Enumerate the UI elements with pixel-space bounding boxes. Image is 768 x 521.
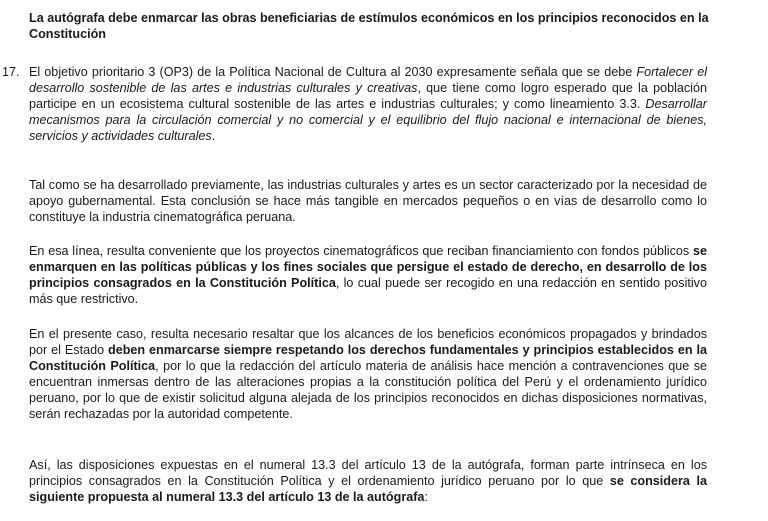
paragraph-number: 17. (2, 65, 20, 79)
paragraph-presente-caso (29, 327, 707, 422)
paragraph-industrias (29, 178, 707, 226)
paragraph-disposiciones (29, 458, 707, 506)
bold-segment: se considera la siguiente propuesta al numeral 13.3 del artículo 13 de la autógrafa (29, 473, 707, 504)
paragraph-proyectos (29, 244, 707, 308)
text-segment: . (211, 128, 216, 143)
italic-segment: Fortalecer el desarrollo sostenible de las artes e industrias culturales y creativas (29, 65, 707, 95)
bold-segment: se enmarquen en las políticas públicas y los fines sociales que persigue el estado de derecho, en desarrollo de los principios consagrados en la Constitución Política (29, 244, 707, 290)
section-heading: La autógrafa debe enmarcar las obras beneficiarias de estímulos económicos en los principios reconocidos en la Constitución (29, 11, 709, 41)
paragraph-op3 (29, 65, 707, 145)
text-segment: : (424, 489, 428, 504)
bold-segment: deben enmarcarse siempre respetando los derechos fundamentales y principios establecidos en la Constitución Política (29, 342, 707, 373)
text-segment: , que tiene como logro esperado que la población participe en un ecosistema cultural sostenible de las artes e industrias culturales; y como lineamiento 3.3. (29, 80, 707, 111)
text-segment: El objetivo prioritario 3 (OP3) de la Política Nacional de Cultura al 2030 expresamente señala que se debe (29, 65, 637, 79)
text-segment: Así, las disposiciones expuestas en el numeral 13.3 del artículo 13 de la autógrafa, forman parte intrínseca en los principios consagrados en la Constitución Política y el ordenamiento jurídico peruano por lo que (29, 458, 707, 488)
text-segment: , lo cual puede ser recogido en una redacción en sentido positivo más que restrictivo. (29, 275, 707, 306)
text-segment: Tal como se ha desarrollado previamente, las industrias culturales y artes es un sector caracterizado por la necesidad de apoyo gubernamental. Esta conclusión se hace más tangible en mercados pequeños o en vías de desarrollo como lo constituye la industria cinematográfica peruana. (29, 178, 707, 224)
text-segment: , por lo que la redacción del artículo materia de análisis hace mención a contravenciones que se encuentran inmersas dentro de las alteraciones propias a la constitución política del Perú y el ordenamiento jurídico peruano, por lo que de existir solicitud alguna alejada de los principios reconocidos en dichas disposiciones normativas, serán rechazadas por la autoridad competente. (29, 358, 707, 421)
italic-segment: Desarrollar mecanismos para la circulación comercial y no comercial y el equilibrio del flujo nacional e internacional de bienes, servicios y actividades culturales (29, 96, 707, 143)
text-segment: En el presente caso, resulta necesario resaltar que los alcances de los beneficios económicos propagados y brindados por el Estado (29, 327, 707, 357)
text-segment: En esa línea, resulta conveniente que los proyectos cinematográficos que reciban financiamiento con fondos públicos (29, 244, 693, 258)
